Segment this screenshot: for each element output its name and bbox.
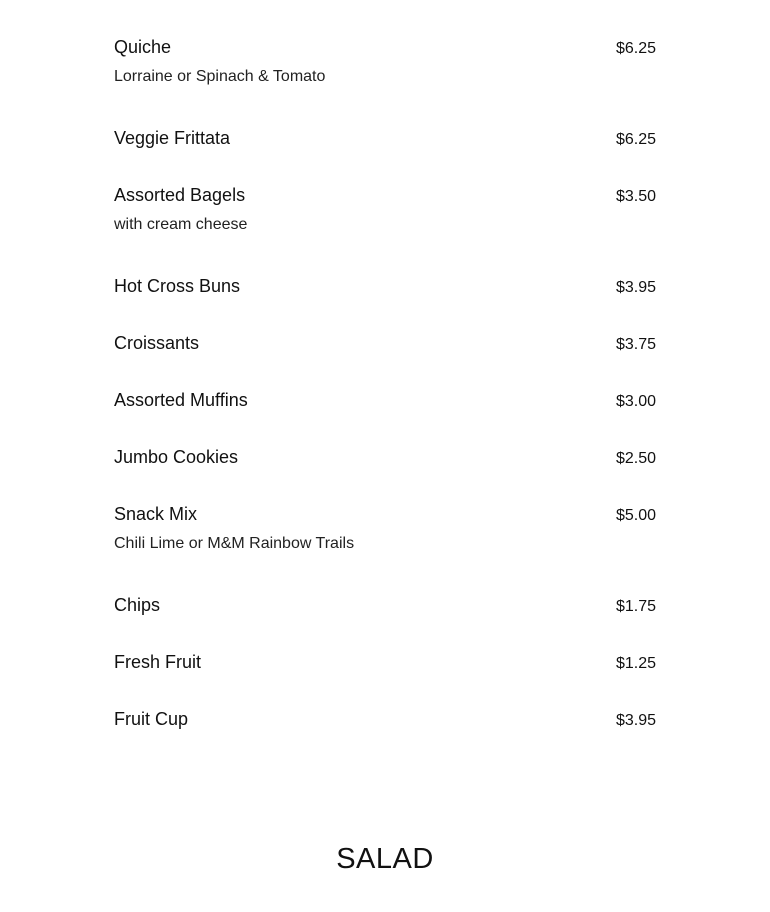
menu-item-price: $6.25	[615, 131, 656, 148]
menu-item-row	[114, 387, 656, 413]
menu-item-description: Chili Lime or M&M Rainbow Trails	[114, 535, 355, 552]
menu-item-name: Fresh Fruit	[114, 652, 202, 672]
menu-item-row	[114, 592, 656, 618]
menu-item-row	[114, 444, 656, 470]
menu-item	[114, 387, 656, 413]
menu-item-description: Lorraine or Spinach & Tomato	[114, 68, 326, 85]
menu-item-price: $3.00	[615, 393, 656, 410]
menu-item-row	[114, 273, 656, 299]
menu-item	[114, 273, 656, 299]
menu-item-name: Jumbo Cookies	[114, 447, 239, 467]
menu-item-row	[114, 182, 656, 208]
menu-item-price: $3.50	[615, 188, 656, 205]
menu-item-price: $1.25	[615, 655, 656, 672]
menu-item	[114, 706, 656, 732]
menu-item-name: Snack Mix	[114, 504, 198, 524]
menu-item-name: Assorted Muffins	[114, 390, 248, 410]
menu-item-price: $6.25	[615, 40, 656, 57]
menu-item-row	[114, 501, 656, 527]
menu-item-price: $1.75	[615, 598, 656, 615]
menu-item-description: with cream cheese	[114, 216, 248, 233]
menu-item	[114, 501, 656, 561]
menu-item	[114, 592, 656, 618]
menu-item	[114, 444, 656, 470]
menu-item-price: $3.95	[615, 279, 656, 296]
menu-item-name: Hot Cross Buns	[114, 276, 241, 296]
menu-item-name: Veggie Frittata	[114, 128, 231, 148]
menu-item-name: Fruit Cup	[114, 709, 189, 729]
menu-item	[114, 649, 656, 675]
menu-item-name: Chips	[114, 595, 161, 615]
menu-item	[114, 34, 656, 94]
menu-item	[114, 330, 656, 356]
menu-item-price: $3.95	[615, 712, 656, 729]
menu-item-row	[114, 330, 656, 356]
menu-item-name: Croissants	[114, 333, 200, 353]
menu-item-row	[114, 125, 656, 151]
menu-item-name: Assorted Bagels	[114, 185, 246, 205]
menu-item-price: $5.00	[615, 507, 656, 524]
menu-item-price: $2.50	[615, 450, 656, 467]
menu-item	[114, 125, 656, 151]
menu-item-price: $3.75	[615, 336, 656, 353]
menu-item-row	[114, 34, 656, 60]
section-heading-salad: SALAD	[336, 843, 434, 875]
menu-list	[114, 34, 656, 763]
menu-item-name: Quiche	[114, 37, 172, 57]
menu-item-row	[114, 649, 656, 675]
menu-item-row	[114, 706, 656, 732]
menu-item	[114, 182, 656, 242]
